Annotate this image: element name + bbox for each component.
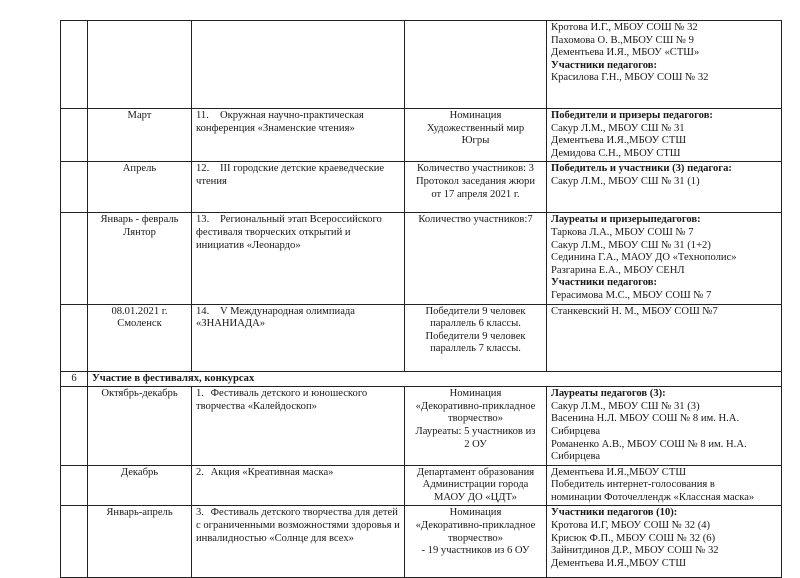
winners-heading: Лауреаты и призерыпедагогов: bbox=[551, 214, 701, 226]
result-line: Администрации города bbox=[422, 479, 529, 491]
period-cell: Апрель bbox=[88, 162, 192, 213]
event-number: 1. bbox=[196, 388, 204, 400]
section-number-cell bbox=[61, 304, 88, 371]
table-row bbox=[61, 21, 782, 109]
section-number-cell bbox=[61, 387, 88, 466]
event-number: 12. bbox=[196, 163, 210, 175]
winners-cell bbox=[547, 109, 782, 162]
section-number-cell bbox=[61, 213, 88, 304]
winners-cell bbox=[547, 304, 782, 371]
winner-entry: Романенко А.В., МБОУ СОШ № 8 им. Н.А. bbox=[551, 438, 747, 450]
winners-cell bbox=[547, 21, 782, 109]
winner-entry: Красилова Г.Н., МБОУ СОШ № 32 bbox=[551, 72, 709, 84]
section-number-cell bbox=[61, 465, 88, 506]
event-title: Акция «Креативная маска» bbox=[210, 466, 334, 478]
section-number: 6 bbox=[61, 371, 88, 387]
winners-heading: Участники педагогов: bbox=[551, 277, 658, 289]
winner-entry: Сибирцева bbox=[551, 425, 601, 437]
winner-entry: Станкевский Н. М., МБОУ СОШ №7 bbox=[551, 305, 718, 317]
report-table bbox=[60, 20, 782, 578]
period-cell: 08.01.2021 г. Смоленск bbox=[88, 304, 192, 371]
winner-entry: Сибирцева bbox=[551, 451, 601, 463]
winner-entry: Победитель интернет-голосования в bbox=[551, 479, 715, 491]
period-cell: Декабрь bbox=[88, 465, 192, 506]
event-cell bbox=[192, 213, 405, 304]
result-line: Количество участников: 3 bbox=[417, 163, 534, 175]
result-cell bbox=[405, 387, 547, 466]
event-title: III городские детские краеведческие чтения bbox=[196, 163, 385, 187]
result-line: Номинация bbox=[449, 110, 502, 121]
winners-heading: Участники педагогов (10): bbox=[551, 507, 678, 519]
result-line: творчество» bbox=[447, 413, 504, 425]
result-line: Югры bbox=[461, 135, 490, 147]
result-line: Департамент образования bbox=[416, 466, 535, 478]
winners-heading: Победители и призеры педагогов: bbox=[551, 110, 713, 121]
winner-entry: Сединина Г.А., МАОУ ДО «Технополис» bbox=[551, 252, 737, 264]
winners-cell bbox=[547, 162, 782, 213]
result-cell bbox=[405, 109, 547, 162]
section-header-row bbox=[61, 371, 782, 387]
result-line: Протокол заседания жюри bbox=[415, 175, 536, 187]
event-cell bbox=[192, 465, 405, 506]
result-line: параллель 7 классы. bbox=[430, 343, 521, 355]
winners-cell bbox=[547, 213, 782, 304]
result-line: - 19 участников из 6 ОУ bbox=[421, 545, 530, 557]
winners-cell bbox=[547, 387, 782, 466]
result-line: «Декоративно-прикладное bbox=[415, 400, 536, 412]
winner-entry: Зайнитдинов Д.Р., МБОУ СОШ № 32 bbox=[551, 545, 719, 557]
winner-entry: Демидова С.Н., МБОУ СТШ bbox=[551, 147, 681, 159]
winner-entry: Сакур Л.М., МБОУ СШ № 31 (1+2) bbox=[551, 239, 711, 251]
event-number: 13. bbox=[196, 214, 210, 226]
period-cell: Октябрь-декабрь bbox=[88, 387, 192, 466]
winner-entry: Крисюк Ф.П., МБОУ СОШ № 32 (6) bbox=[551, 532, 716, 544]
section-number-cell bbox=[61, 506, 88, 578]
result-line: «Декоративно-прикладное bbox=[415, 520, 536, 532]
winner-entry: Дементьева И.Я.,МБОУ СТШ bbox=[551, 135, 687, 147]
event-cell bbox=[192, 21, 405, 109]
period-cell bbox=[88, 21, 192, 109]
winner-entry: Кротова И.Г., МБОУ СОШ № 32 bbox=[551, 22, 698, 33]
section-number-cell bbox=[61, 21, 88, 109]
result-line: Номинация bbox=[449, 507, 502, 519]
table-row bbox=[61, 213, 782, 304]
table-row bbox=[61, 304, 782, 371]
table-body bbox=[61, 21, 782, 578]
winner-entry: Дементьева И.Я., МБОУ «СТШ» bbox=[551, 47, 700, 59]
result-cell bbox=[405, 465, 547, 506]
winner-entry: Сакур Л.М., МБОУ СШ № 31 (3) bbox=[551, 400, 700, 412]
result-line: от 17 апреля 2021 г. bbox=[431, 188, 520, 200]
event-number: 3. bbox=[196, 507, 204, 519]
winners-heading: Победитель и участники (3) педагога: bbox=[551, 163, 732, 175]
winner-entry: Разгарина Е.А., МБОУ СЕНЛ bbox=[551, 264, 685, 276]
event-cell bbox=[192, 304, 405, 371]
result-line: Количество участников:7 bbox=[418, 214, 533, 226]
period-cell: Январь-апрель bbox=[88, 506, 192, 578]
result-cell bbox=[405, 506, 547, 578]
result-line: параллель 6 классы. bbox=[430, 318, 521, 330]
result-cell bbox=[405, 304, 547, 371]
event-title: Фестиваль детского творчества для детей с ограниченными возможностями здоровья и инвалидностью «Солнце для всех» bbox=[196, 507, 400, 544]
winner-entry: Дементьева И.Я.,МБОУ СТШ bbox=[551, 466, 687, 478]
event-number: 2. bbox=[196, 466, 204, 478]
section-title: Участие в фестивалях, конкурсах bbox=[88, 371, 782, 387]
result-line: Победители 9 человек bbox=[425, 330, 526, 342]
event-number: 11. bbox=[196, 110, 209, 121]
event-title: V Международная олимпиада «ЗНАНИАДА» bbox=[196, 305, 355, 330]
result-line: Лауреаты: 5 участников из bbox=[415, 425, 536, 437]
result-line: МАОУ ДО «ЦДТ» bbox=[434, 491, 517, 503]
event-cell bbox=[192, 387, 405, 466]
winner-entry: Сакур Л.М., МБОУ СШ № 31 bbox=[551, 122, 685, 134]
winner-entry: Сакур Л.М., МБОУ СШ № 31 (1) bbox=[551, 175, 700, 187]
result-line: 2 ОУ bbox=[464, 438, 487, 450]
winners-heading: Лауреаты педагогов (3): bbox=[551, 388, 666, 400]
winner-entry: Васенина Н.Л. МБОУ СОШ № 8 им. Н.А. bbox=[551, 413, 740, 425]
event-cell bbox=[192, 506, 405, 578]
result-line: Номинация bbox=[449, 388, 502, 400]
result-cell bbox=[405, 213, 547, 304]
winner-entry: Кротова И.Г, МБОУ СОШ № 32 (4) bbox=[551, 520, 711, 532]
table-row bbox=[61, 465, 782, 506]
result-line: Художественный мир bbox=[426, 122, 525, 134]
event-cell bbox=[192, 109, 405, 162]
table-row bbox=[61, 387, 782, 466]
winners-heading: Участники педагогов: bbox=[551, 59, 658, 71]
result-line: творчество» bbox=[447, 532, 504, 544]
event-title: Региональный этап Всероссийского фестиваля творческих открытий и инициатив «Леонардо» bbox=[196, 214, 382, 251]
table-row bbox=[61, 162, 782, 213]
table-row bbox=[61, 109, 782, 162]
period-cell: Январь - февраль Лянтор bbox=[88, 213, 192, 304]
winner-entry: Герасимова М.С., МБОУ СОШ № 7 bbox=[551, 289, 712, 301]
event-number: 14. bbox=[196, 305, 210, 317]
result-cell bbox=[405, 162, 547, 213]
section-number-cell bbox=[61, 109, 88, 162]
result-line: Победители 9 человек bbox=[425, 305, 526, 317]
winner-entry: Таркова Л.А., МБОУ СОШ № 7 bbox=[551, 226, 694, 238]
table-row bbox=[61, 506, 782, 578]
period-cell: Март bbox=[88, 109, 192, 162]
event-title: Окружная научно-практическая конференция «Знаменские чтения» bbox=[196, 110, 364, 134]
winners-cell bbox=[547, 506, 782, 578]
winner-entry: номинации Фоточеллендж «Классная маска» bbox=[551, 491, 755, 503]
section-number-cell bbox=[61, 162, 88, 213]
event-cell bbox=[192, 162, 405, 213]
result-cell bbox=[405, 21, 547, 109]
winner-entry: Дементьева И.Я.,МБОУ СТШ bbox=[551, 557, 687, 569]
winners-cell bbox=[547, 465, 782, 506]
winner-entry: Пахомова О. В.,МБОУ СШ № 9 bbox=[551, 34, 694, 46]
event-title: Фестиваль детского и юношеского творчества «Калейдоскоп» bbox=[196, 388, 368, 412]
